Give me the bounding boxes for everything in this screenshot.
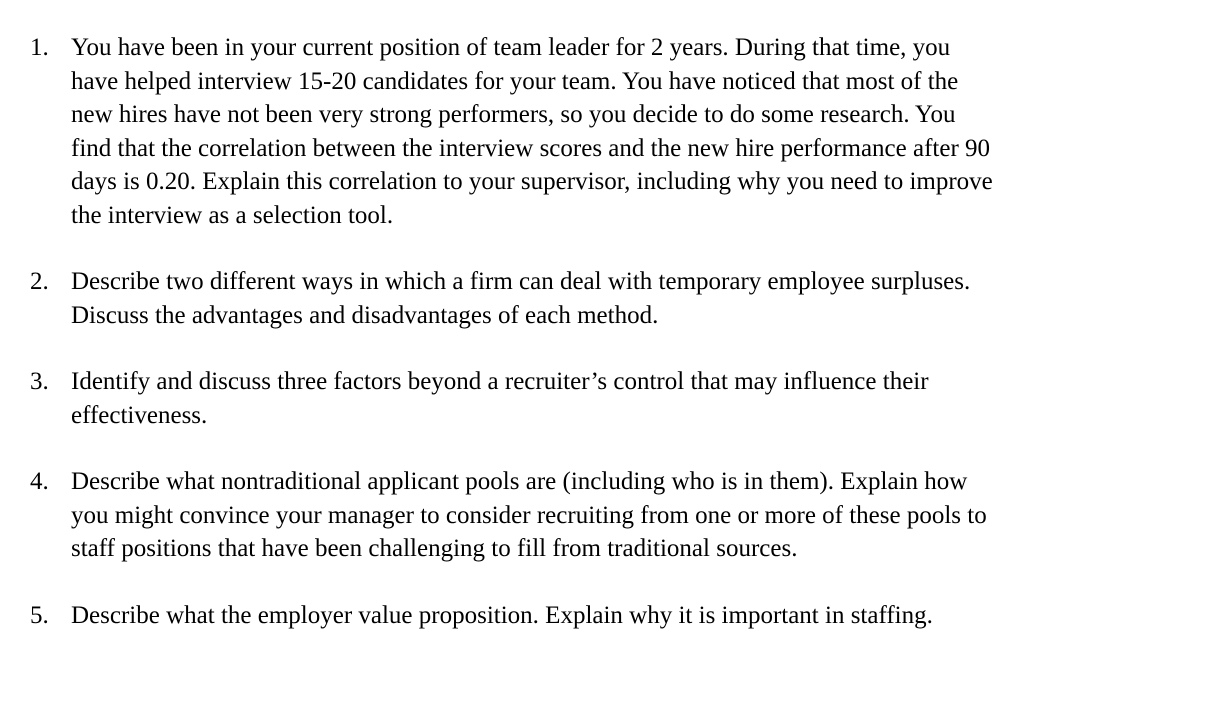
question-text xyxy=(71,265,1190,332)
question-1 xyxy=(30,31,1190,232)
question-number: 2. xyxy=(30,268,49,295)
question-number: 5. xyxy=(30,601,49,629)
question-line: days is 0.20. Explain this correlation to your supervisor, including why you need to improve xyxy=(71,168,993,195)
question-text xyxy=(71,465,1190,566)
question-2 xyxy=(30,265,1190,332)
question-line: Describe what nontraditional applicant pools are (including who is in them). Explain how xyxy=(71,468,968,495)
question-4 xyxy=(30,465,1190,566)
question-text xyxy=(71,365,1190,432)
question-line: the interview as a selection tool. xyxy=(71,201,394,229)
question-line: You have been in your current position of team leader for 2 years. During that time, you xyxy=(71,34,951,61)
question-line: have helped interview 15-20 candidates for your team. You have noticed that most of the xyxy=(71,67,959,95)
question-line: find that the correlation between the interview scores and the new hire performance after 90 xyxy=(71,134,991,162)
question-number: 1. xyxy=(30,34,49,61)
question-line: Describe two different ways in which a firm can deal with temporary employee surpluses. xyxy=(71,268,971,295)
question-line: you might convince your manager to consider recruiting from one or more of these pools to xyxy=(71,501,987,529)
question-line: staff positions that have been challenging to fill from traditional sources. xyxy=(71,535,798,562)
question-line: Identify and discuss three factors beyond a recruiter’s control that may influence their xyxy=(71,368,929,395)
question-number: 3. xyxy=(30,368,49,395)
question-line: Discuss the advantages and disadvantages of each method. xyxy=(71,301,659,329)
question-list xyxy=(30,31,1190,632)
question-5 xyxy=(30,599,1190,633)
question-line: new hires have not been very strong performers, so you decide to do some research. You xyxy=(71,101,956,128)
question-3 xyxy=(30,365,1190,432)
question-number: 4. xyxy=(30,468,49,495)
question-text xyxy=(71,31,1190,232)
question-line: effectiveness. xyxy=(71,401,208,429)
question-line: Describe what the employer value proposition. Explain why it is important in staffing. xyxy=(71,601,933,629)
question-text xyxy=(71,599,1190,633)
